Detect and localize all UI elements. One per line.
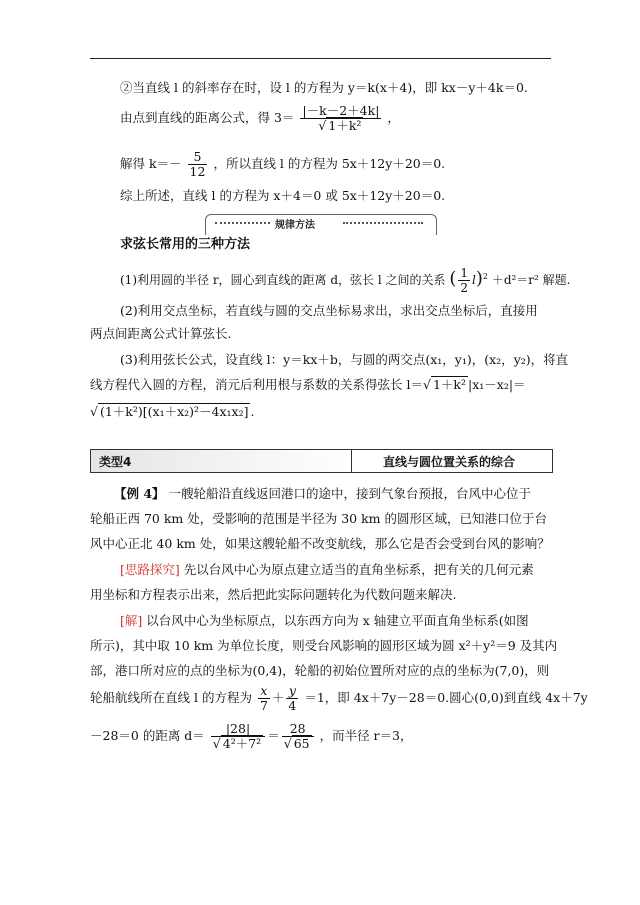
example-tag: 【例 4】 — [114, 486, 165, 501]
example-line2: 轮船正西 70 km 处，受影响的范围是半径为 30 km 的圆形区域，已知港口位于台 — [90, 511, 548, 526]
thinking-tag: [思路探究] — [120, 562, 180, 577]
type-label: 类型4 — [99, 455, 132, 469]
example-p1: 一艘轮船沿直线返回港口的途中，接到气象台预报，台风中心位于 — [168, 486, 532, 501]
method-3b-suffix: |x₁－x₂|＝ — [468, 377, 526, 392]
half-fraction — [458, 266, 470, 295]
type-bar-divider — [351, 450, 352, 472]
half-num: 1 — [460, 266, 469, 280]
method-3b-prefix: 线方程代入圆的方程，消元后利用根与系数的关系得弦长 l＝ — [90, 377, 423, 392]
method-2a: (2)利用交点坐标，若直线与圆的交点坐标易求出，求出交点坐标后，直接用 — [120, 303, 538, 318]
method-1 — [120, 266, 570, 296]
type-title: 直线与圆位置关系的综合 — [383, 455, 516, 469]
x-over-7 — [258, 684, 270, 713]
method-3c-suffix: . — [250, 404, 255, 419]
thinking-line1 — [120, 561, 534, 579]
solution-p5-suffix: ，而半径 r＝3， — [319, 728, 413, 743]
sqrt-icon: √ — [90, 404, 98, 419]
method-banner — [205, 214, 435, 234]
distance-d-fraction: $\frac{|28|}{\text{√ 4²＋7²}}$ — [211, 722, 265, 751]
distance-d-den: 4²＋7² — [222, 736, 262, 751]
solution-p4-suffix: ＝1，即 4x＋7y－28＝0.圆心(0,0)到直线 4x＋7y — [304, 690, 588, 705]
solution-line5 — [90, 722, 412, 762]
y-over-4-num: y — [286, 684, 298, 699]
chord-var: l — [472, 273, 476, 287]
method-title: 求弦长常用的三种方法 — [120, 237, 251, 252]
example-line1 — [114, 485, 531, 503]
distance-formula-prefix: 由点到直线的距离公式，得 3＝ — [120, 110, 295, 125]
solution-line4 — [90, 684, 588, 718]
top-rule — [90, 58, 551, 59]
solve-k-prefix: 解得 k＝－ — [120, 156, 182, 171]
distance-d-simplified: $\frac{28}{√ 65}$ — [282, 722, 314, 751]
x-over-7-den: 7 — [259, 698, 268, 713]
case2-line1: ②当直线 l 的斜率存在时，设 l 的方程为 y＝k(x＋4)，即 kx－y＋4k＝0. — [120, 80, 528, 95]
equals-sign: ＝ — [267, 728, 280, 743]
solution-p4-prefix: 轮船航线所在直线 l 的方程为 — [90, 690, 252, 705]
square-sup: 2 — [482, 272, 488, 281]
method-3c-sqrt: (1＋k²)[(x₁＋x₂)²－4x₁x₂] — [99, 404, 249, 419]
thinking-line2: 用坐标和方程表示出来，然后把此实际问题转化为代数问题来解决. — [90, 587, 457, 602]
solution-line3: 部，港口所对应的点的坐标为(0,4)，轮船的初始位置所对应的点的坐标为(7,0)，则 — [90, 663, 550, 678]
half-den: 2 — [460, 281, 469, 295]
distance-fraction-num: |－k－2＋4k| — [302, 103, 380, 118]
type-bar — [90, 449, 553, 473]
thinking-p1: 先以台风中心为原点建立适当的直角坐标系，把有关的几何元素 — [183, 562, 534, 577]
left-paren-icon: ( — [449, 268, 457, 289]
method-banner-dots-right — [343, 222, 423, 224]
sqrt-icon: √ — [422, 377, 431, 392]
distance-d-simplified-num: 28 — [282, 722, 314, 737]
y-over-4 — [286, 684, 298, 713]
distance-d-num: |28| — [211, 722, 265, 737]
k-fraction-num: 5 — [188, 150, 208, 165]
k-fraction — [188, 150, 208, 179]
method-banner-label: 规律方法 — [271, 216, 319, 231]
method-1-prefix: (1)利用圆的半径 r，圆心到直线的距离 d，弦长 l 之间的关系 — [120, 273, 446, 287]
solution-tag: [解] — [120, 613, 143, 628]
distance-formula-suffix: ， — [387, 110, 400, 125]
x-over-7-num: x — [258, 684, 270, 699]
method-1-suffix: ＋d²＝r² 解题. — [491, 273, 571, 287]
case2-line4: 综上所述，直线 l 的方程为 x＋4＝0 或 5x＋12y＋20＝0. — [120, 188, 446, 203]
solve-k-suffix: ，所以直线 l 的方程为 5x＋12y＋20＝0. — [213, 156, 446, 171]
method-banner-arc — [205, 214, 437, 235]
solution-p1: 以台风中心为坐标原点，以东西方向为 x 轴建立平面直角坐标系(如图 — [146, 613, 529, 628]
method-3b-sqrt: 1＋k² — [432, 377, 466, 392]
case2-line3 — [120, 150, 445, 184]
method-3b — [90, 376, 526, 394]
example-line3: 风中心正北 40 km 处，如果这艘轮船不改变航线，那么它是否会受到台风的影响？ — [90, 536, 550, 551]
method-2b: 两点间距离公式计算弦长. — [90, 326, 232, 341]
case2-line2 — [120, 104, 400, 144]
solution-line2: 所示)，其中取 10 km 为单位长度，则受台风影响的圆形区域为圆 x²＋y²＝9 及其内 — [90, 638, 558, 653]
y-over-4-den: 4 — [288, 698, 297, 713]
plus-sign: ＋ — [271, 690, 285, 705]
method-banner-dots-left — [215, 222, 270, 224]
distance-d-simplified-den: 65 — [293, 736, 310, 751]
solution-p5-prefix: －28＝0 的距离 d＝ — [90, 728, 205, 743]
distance-fraction-den: 1＋k² — [328, 118, 362, 133]
distance-fraction: $\frac{|-k-2+4k|}{\text{√ 1＋k²}}$ — [302, 103, 380, 133]
right-paren-icon: ) — [475, 268, 483, 289]
solution-line1 — [120, 612, 529, 630]
k-fraction-den: 12 — [189, 164, 206, 179]
method-3a: (3)利用弦长公式，设直线 l：y＝kx＋b，与圆的两交点(x₁，y₁)，(x₂，y₂)，将直 — [120, 352, 569, 367]
method-3c — [90, 403, 254, 421]
